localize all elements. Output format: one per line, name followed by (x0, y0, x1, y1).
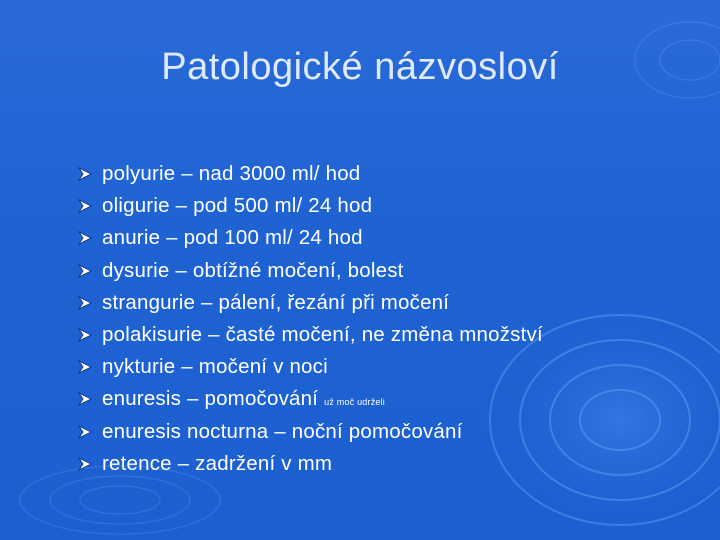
bullet-main-text: polakisurie – časté močení, ne změna množství (102, 323, 543, 346)
arrowhead-bullet-icon (78, 199, 92, 213)
arrowhead-bullet-icon (78, 231, 92, 245)
bullet-item (78, 222, 638, 254)
bullet-item (78, 351, 638, 383)
bullet-item (78, 319, 638, 351)
arrowhead-bullet-icon (78, 457, 92, 471)
bullet-item (78, 158, 638, 190)
bullet-note: už moč udrželi (324, 397, 385, 408)
bullet-text (102, 416, 462, 448)
arrowhead-bullet-icon (78, 296, 92, 310)
bullet-main-text: anurie – pod 100 ml/ 24 hod (102, 226, 363, 250)
arrowhead-bullet-icon (78, 392, 92, 406)
bullet-main-text: enuresis nocturna – noční pomočování (102, 419, 463, 443)
bullet-item (78, 287, 638, 319)
arrowhead-bullet-icon (78, 328, 92, 342)
bullet-main-text: strangurie – pálení, řezání při močení (102, 290, 450, 314)
bullet-text (102, 287, 449, 319)
bullet-text (102, 448, 332, 480)
bullet-main-text: enuresis – pomočování (102, 387, 319, 411)
bullet-main-text: dysurie – obtížné močení, bolest (102, 258, 404, 282)
bullet-text (102, 158, 360, 190)
bullet-item (78, 190, 638, 222)
bullet-text (102, 351, 328, 383)
bullet-item (78, 383, 638, 415)
bullet-text (102, 319, 543, 351)
bullet-item (78, 416, 638, 448)
bullet-text (102, 255, 404, 287)
bullet-main-text: polyurie – nad 3000 ml/ hod (102, 162, 361, 185)
bullet-item (78, 448, 638, 480)
bullet-text (102, 222, 363, 254)
bullet-main-text: retence – zadržení v mm (102, 451, 333, 475)
bullet-main-text: oligurie – pod 500 ml/ 24 hod (102, 194, 373, 218)
slide-title: Patologické názvosloví (161, 46, 559, 88)
bullet-list (78, 158, 678, 488)
arrowhead-bullet-icon (78, 360, 92, 374)
bullet-item (78, 255, 638, 287)
bullet-text (102, 383, 385, 418)
bullet-text (102, 190, 372, 222)
arrowhead-bullet-icon (78, 167, 92, 181)
bullet-main-text: nykturie – močení v noci (102, 355, 328, 379)
arrowhead-bullet-icon (78, 425, 92, 439)
arrowhead-bullet-icon (78, 264, 92, 278)
